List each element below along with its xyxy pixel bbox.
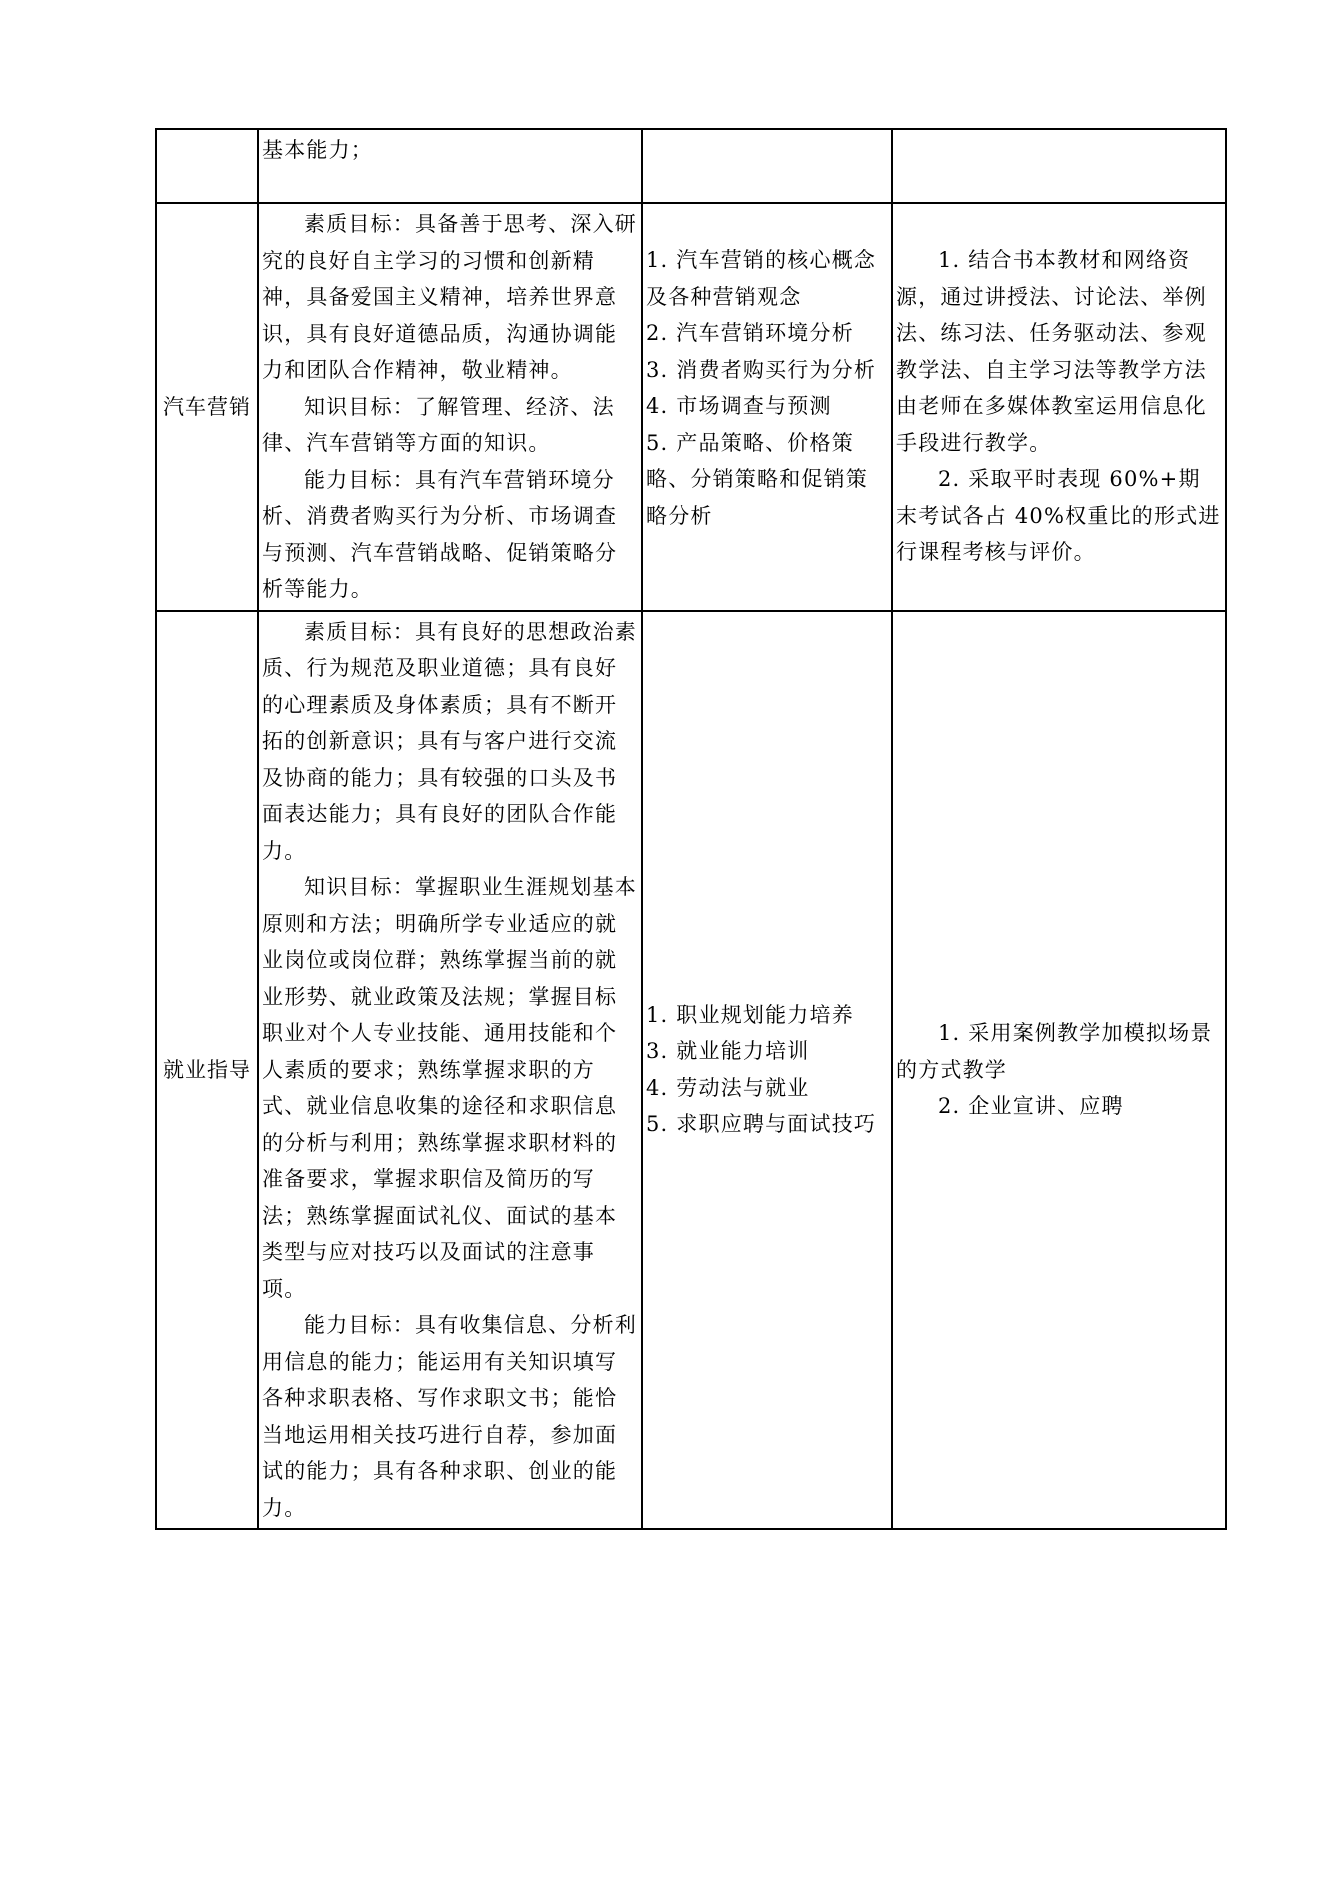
content-item: 4. 市场调查与预测: [646, 394, 832, 418]
method-cell: [892, 129, 1226, 203]
quality-objective: 素质目标：具备善于思考、深入研究的良好自主学习的习惯和创新精神，具备爱国主义精神，培养世界意识，具有良好道德品质，沟通协调能力和团队合作精神，敬业精神。: [262, 212, 637, 382]
course-name: 汽车营销: [163, 394, 251, 419]
course-name-cell: [156, 611, 258, 1530]
method-cell: [892, 203, 1226, 611]
content-item: 1. 职业规划能力培养: [646, 1002, 854, 1027]
knowledge-objective: 知识目标：掌握职业生涯规划基本原则和方法；明确所学专业适应的就业岗位或岗位群；熟练掌握当前的就业形势、就业政策及法规；掌握目标职业对个人专业技能、通用技能和个人素质的要求；熟练掌握求职的方式、就业信息收集的途径和求职信息的分析与利用；熟练掌握求职材料的准备要求，掌握求职信及简历的写法；熟练掌握面试礼仪、面试的基本类型与应对技巧以及面试的注意事项。: [262, 875, 637, 1301]
content-item: 5. 产品策略、价格策略、分销策略和促销策略分析: [646, 430, 868, 528]
course-name-cell: [156, 129, 258, 203]
course-name-cell: [156, 203, 258, 611]
objectives-cell: [258, 129, 642, 203]
course-name: 就业指导: [163, 1057, 251, 1082]
curriculum-table: [155, 128, 1227, 1530]
content-cell: [642, 203, 892, 611]
content-cell: [642, 129, 892, 203]
method-item: 1. 结合书本教材和网络资源，通过讲授法、讨论法、举例法、练习法、任务驱动法、参观教学法、自主学习法等教学方法由老师在多媒体教室运用信息化手段进行教学。: [896, 248, 1207, 455]
method-cell: [892, 611, 1226, 1530]
content-item: 4. 劳动法与就业: [646, 1075, 810, 1100]
content-item: 1. 汽车营销的核心概念及各种营销观念: [646, 248, 877, 309]
objectives-cell: [258, 611, 642, 1530]
content-item: 3. 就业能力培训: [646, 1039, 810, 1064]
method-item: 2. 企业宣讲、应聘: [938, 1094, 1124, 1118]
table-row: [156, 203, 1226, 611]
objective-text: 基本能力；: [262, 138, 373, 162]
content-cell: [642, 611, 892, 1530]
content-item: 3. 消费者购买行为分析: [646, 357, 877, 382]
table-row: [156, 129, 1226, 203]
table-row: [156, 611, 1226, 1530]
method-item: 1. 采用案例教学加模拟场景的方式教学: [896, 1021, 1213, 1082]
objectives-cell: [258, 203, 642, 611]
knowledge-objective: 知识目标：了解管理、经济、法律、汽车营销等方面的知识。: [262, 394, 615, 455]
quality-objective: 素质目标：具有良好的思想政治素质、行为规范及职业道德；具有良好的心理素质及身体素质；具有不断开拓的创新意识；具有与客户进行交流及协商的能力；具有较强的口头及书面表达能力；具有良好的团队合作能力。: [262, 619, 637, 863]
ability-objective: 能力目标：具有收集信息、分析利用信息的能力；能运用有关知识填写各种求职表格、写作求职文书；能恰当地运用相关技巧进行自荐，参加面试的能力；具有各种求职、创业的能力。: [262, 1313, 637, 1520]
ability-objective: 能力目标：具有汽车营销环境分析、消费者购买行为分析、市场调查与预测、汽车营销战略、促销策略分析等能力。: [262, 467, 618, 601]
content-item: 5. 求职应聘与面试技巧: [646, 1112, 877, 1137]
content-item: 2. 汽车营销环境分析: [646, 321, 854, 345]
method-item: 2. 采取平时表现 60%+期末考试各占 40%权重比的形式进行课程考核与评价。: [896, 467, 1221, 564]
